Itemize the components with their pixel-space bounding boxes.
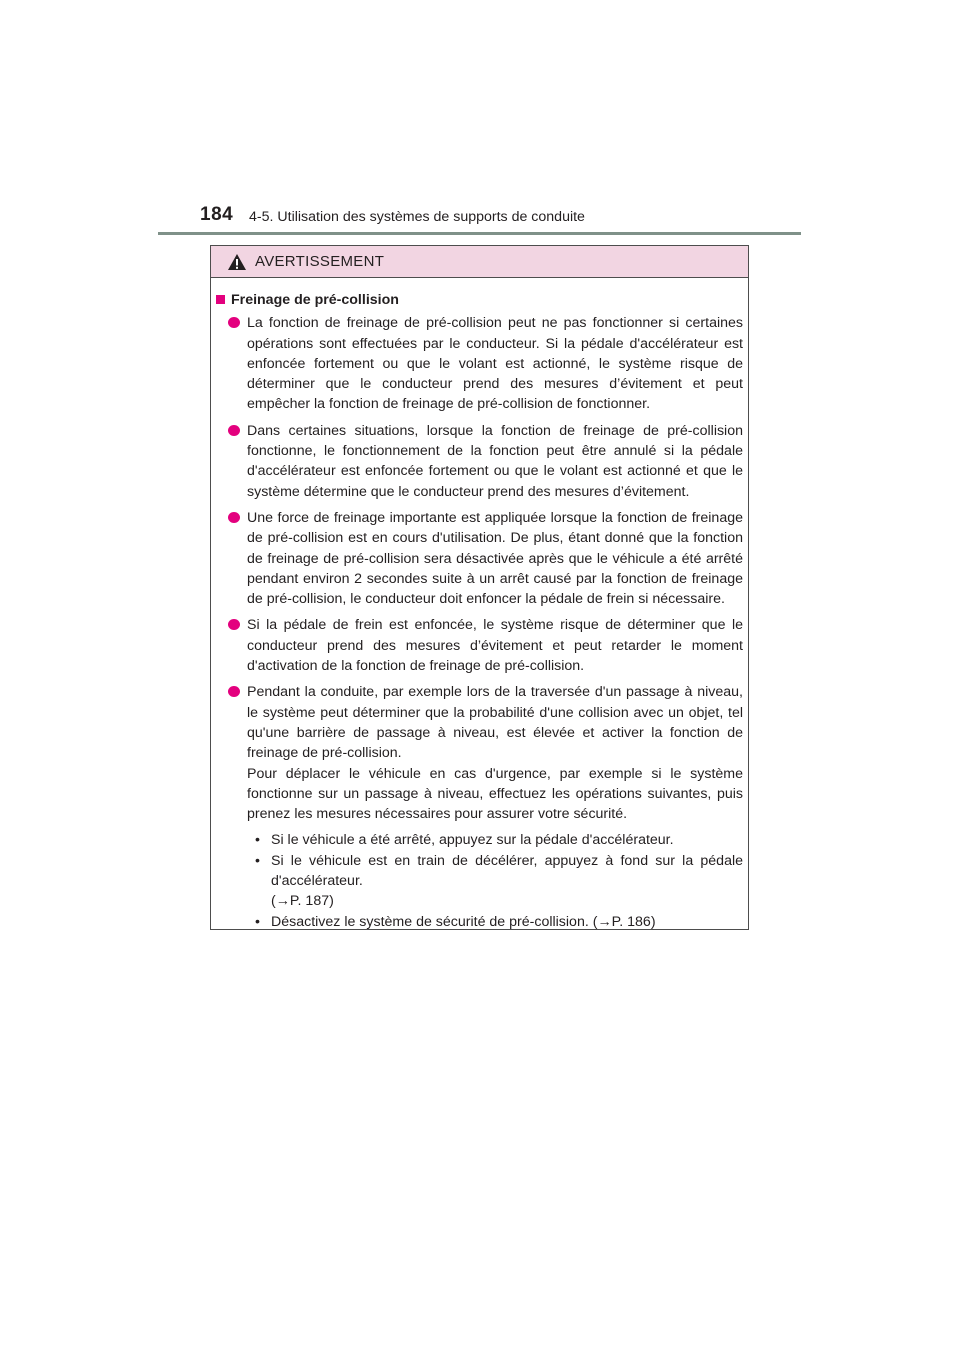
warning-label: AVERTISSEMENT — [255, 253, 385, 270]
page-number: 184 — [200, 204, 234, 225]
section-title: 4-5. Utilisation des systèmes de supports de conduite — [249, 209, 585, 225]
circle-bullet-icon — [228, 317, 240, 328]
list-item-text: Dans certaines situations, lorsque la fonction de freinage de pré-collision fonctionne, le fonctionnement de la fonction peut être annulé si la pédale d'accélérateur est enfoncée fortement ou que le volant est actionné et que le système détermine que le conducteur prend des mesures d’évitement. — [247, 422, 743, 500]
page-reference-link[interactable]: (→P. 187) — [271, 893, 334, 910]
sub-bullet — [255, 830, 743, 850]
list-item — [216, 421, 743, 502]
sub-bullet-content — [271, 851, 743, 912]
circle-bullet-icon — [228, 512, 240, 523]
circle-bullet-icon — [228, 686, 240, 697]
sub-heading — [216, 290, 743, 310]
warning-triangle-icon — [227, 253, 247, 271]
list-item — [216, 682, 743, 932]
bullet-mark: • — [255, 852, 260, 869]
warning-header — [211, 246, 748, 278]
bullet-mark: • — [255, 832, 260, 849]
list-item-text: Une force de freinage importante est appliquée lorsque la fonction de freinage de pré-collision est en cours d'utilisation. De plus, étant donné que la fonction de freinage de pré-collision sera désactivée après que le véhicule a été arrêté pendant environ 2 secondes suite à un arrêt causé par la fonction de freinage de pré-collision, le conducteur doit enfoncer la pédale de frein si nécessaire. — [247, 509, 743, 608]
warning-box — [210, 245, 749, 930]
sub-bullet — [255, 912, 743, 932]
sub-bullet-text: Désactivez le système de sécurité de pré-collision. (→P. 186) — [271, 913, 656, 930]
sub-heading-text: Freinage de pré-collision — [231, 292, 399, 308]
list-item — [216, 313, 743, 414]
list-item-text: La fonction de freinage de pré-collision peut ne pas fonctionner si certaines opérations sont effectuées par le conducteur. Si la pédale d'accélérateur est enfoncée fortement ou que le volant est actionné, le système risque de déterminer que le conducteur prend des mesures d’évitement et peut empêcher la fonction de freinage de pré-collision de fonctionner. — [247, 315, 743, 413]
bullet-mark: • — [255, 913, 260, 930]
sub-bullet-text: Si le véhicule a été arrêté, appuyez sur la pédale d'accélérateur. — [271, 832, 674, 849]
circle-bullet-icon — [228, 425, 240, 436]
list-item-text: Si la pédale de frein est enfoncée, le système risque de déterminer que le conducteur prend des mesures d’évitement et peut retarder le moment d'activation de la fonction de freinage de pré-collision. — [247, 617, 743, 675]
list-item — [216, 508, 743, 609]
list-item — [216, 615, 743, 676]
page-header — [0, 0, 960, 240]
sub-bullet-text: Si le véhicule est en train de décélérer, appuyez à fond sur la pédale d'accélérateur. — [271, 852, 743, 890]
paragraph: Pendant la conduite, par exemple lors de la traversée d'un passage à niveau, le système peut déterminer que la probabilité d'une collision avec un objet, tel qu'une barrière de passage à niveau, est élevée et activer la fonction de freinage de pré-collision. — [247, 684, 743, 762]
square-bullet-icon — [216, 295, 225, 304]
paragraph: Pour déplacer le véhicule en cas d'urgence, par exemple si le système fonctionne sur un passage à niveau, effectuez les opérations suivantes, puis prenez les mesures nécessaires pour assurer votre sécurité. — [247, 765, 743, 823]
circle-bullet-icon — [228, 619, 240, 630]
sub-bullet-list — [247, 830, 743, 931]
sub-bullet — [255, 851, 743, 912]
header-divider — [158, 232, 801, 235]
warning-body — [211, 278, 748, 932]
list-item-content — [247, 682, 743, 932]
